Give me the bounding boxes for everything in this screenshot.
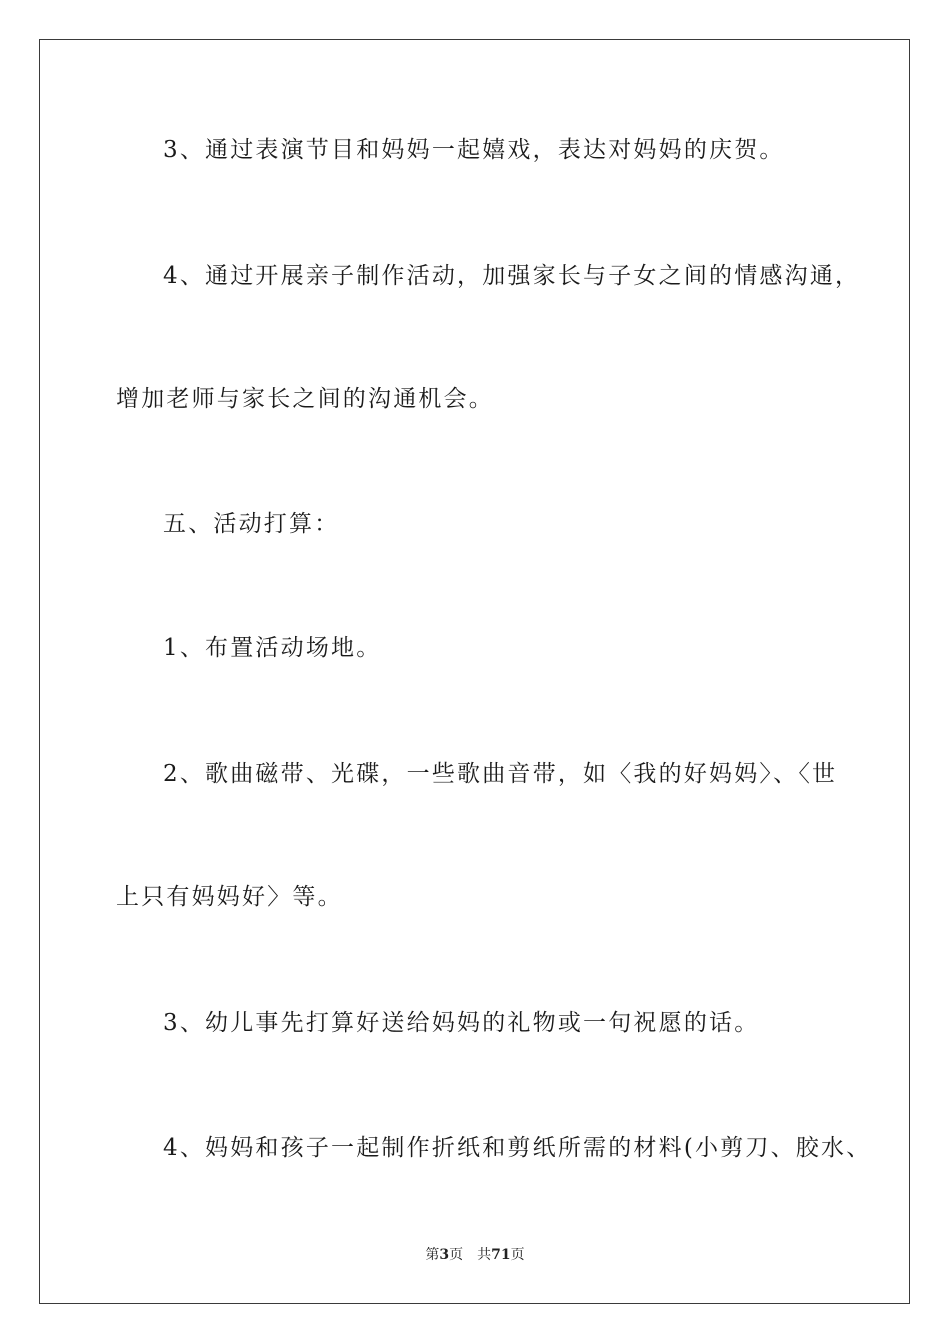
page-footer	[0, 1244, 950, 1264]
paragraph-line: 增加老师与家长之间的沟通机会。	[116, 386, 494, 412]
page-suffix: 页	[449, 1247, 464, 1263]
paragraph-line: 2、歌曲磁带、光碟，一些歌曲音带，如〈我的好妈妈〉、〈世	[163, 761, 838, 787]
total-pages: 71	[491, 1247, 511, 1263]
paragraph-line: 1、布置活动场地。	[163, 635, 382, 661]
paragraph-line: 4、通过开展亲子制作活动，加强家长与子女之间的情感沟通，	[163, 263, 861, 289]
paragraph-line: 3、幼儿事先打算好送给妈妈的礼物或一句祝愿的话。	[163, 1010, 760, 1036]
page-border	[39, 39, 910, 1304]
page-number: 3	[439, 1247, 450, 1263]
total-suffix: 页	[510, 1247, 525, 1263]
page-prefix: 第	[425, 1247, 440, 1263]
paragraph-line: 3、通过表演节目和妈妈一起嬉戏，表达对妈妈的庆贺。	[163, 137, 785, 163]
section-heading: 五、活动打算：	[163, 511, 340, 537]
total-prefix: 共	[477, 1247, 492, 1263]
paragraph-line: 上只有妈妈好〉等。	[116, 884, 343, 910]
paragraph-line: 4、妈妈和孩子一起制作折纸和剪纸所需的材料(小剪刀、胶水、	[163, 1135, 872, 1161]
